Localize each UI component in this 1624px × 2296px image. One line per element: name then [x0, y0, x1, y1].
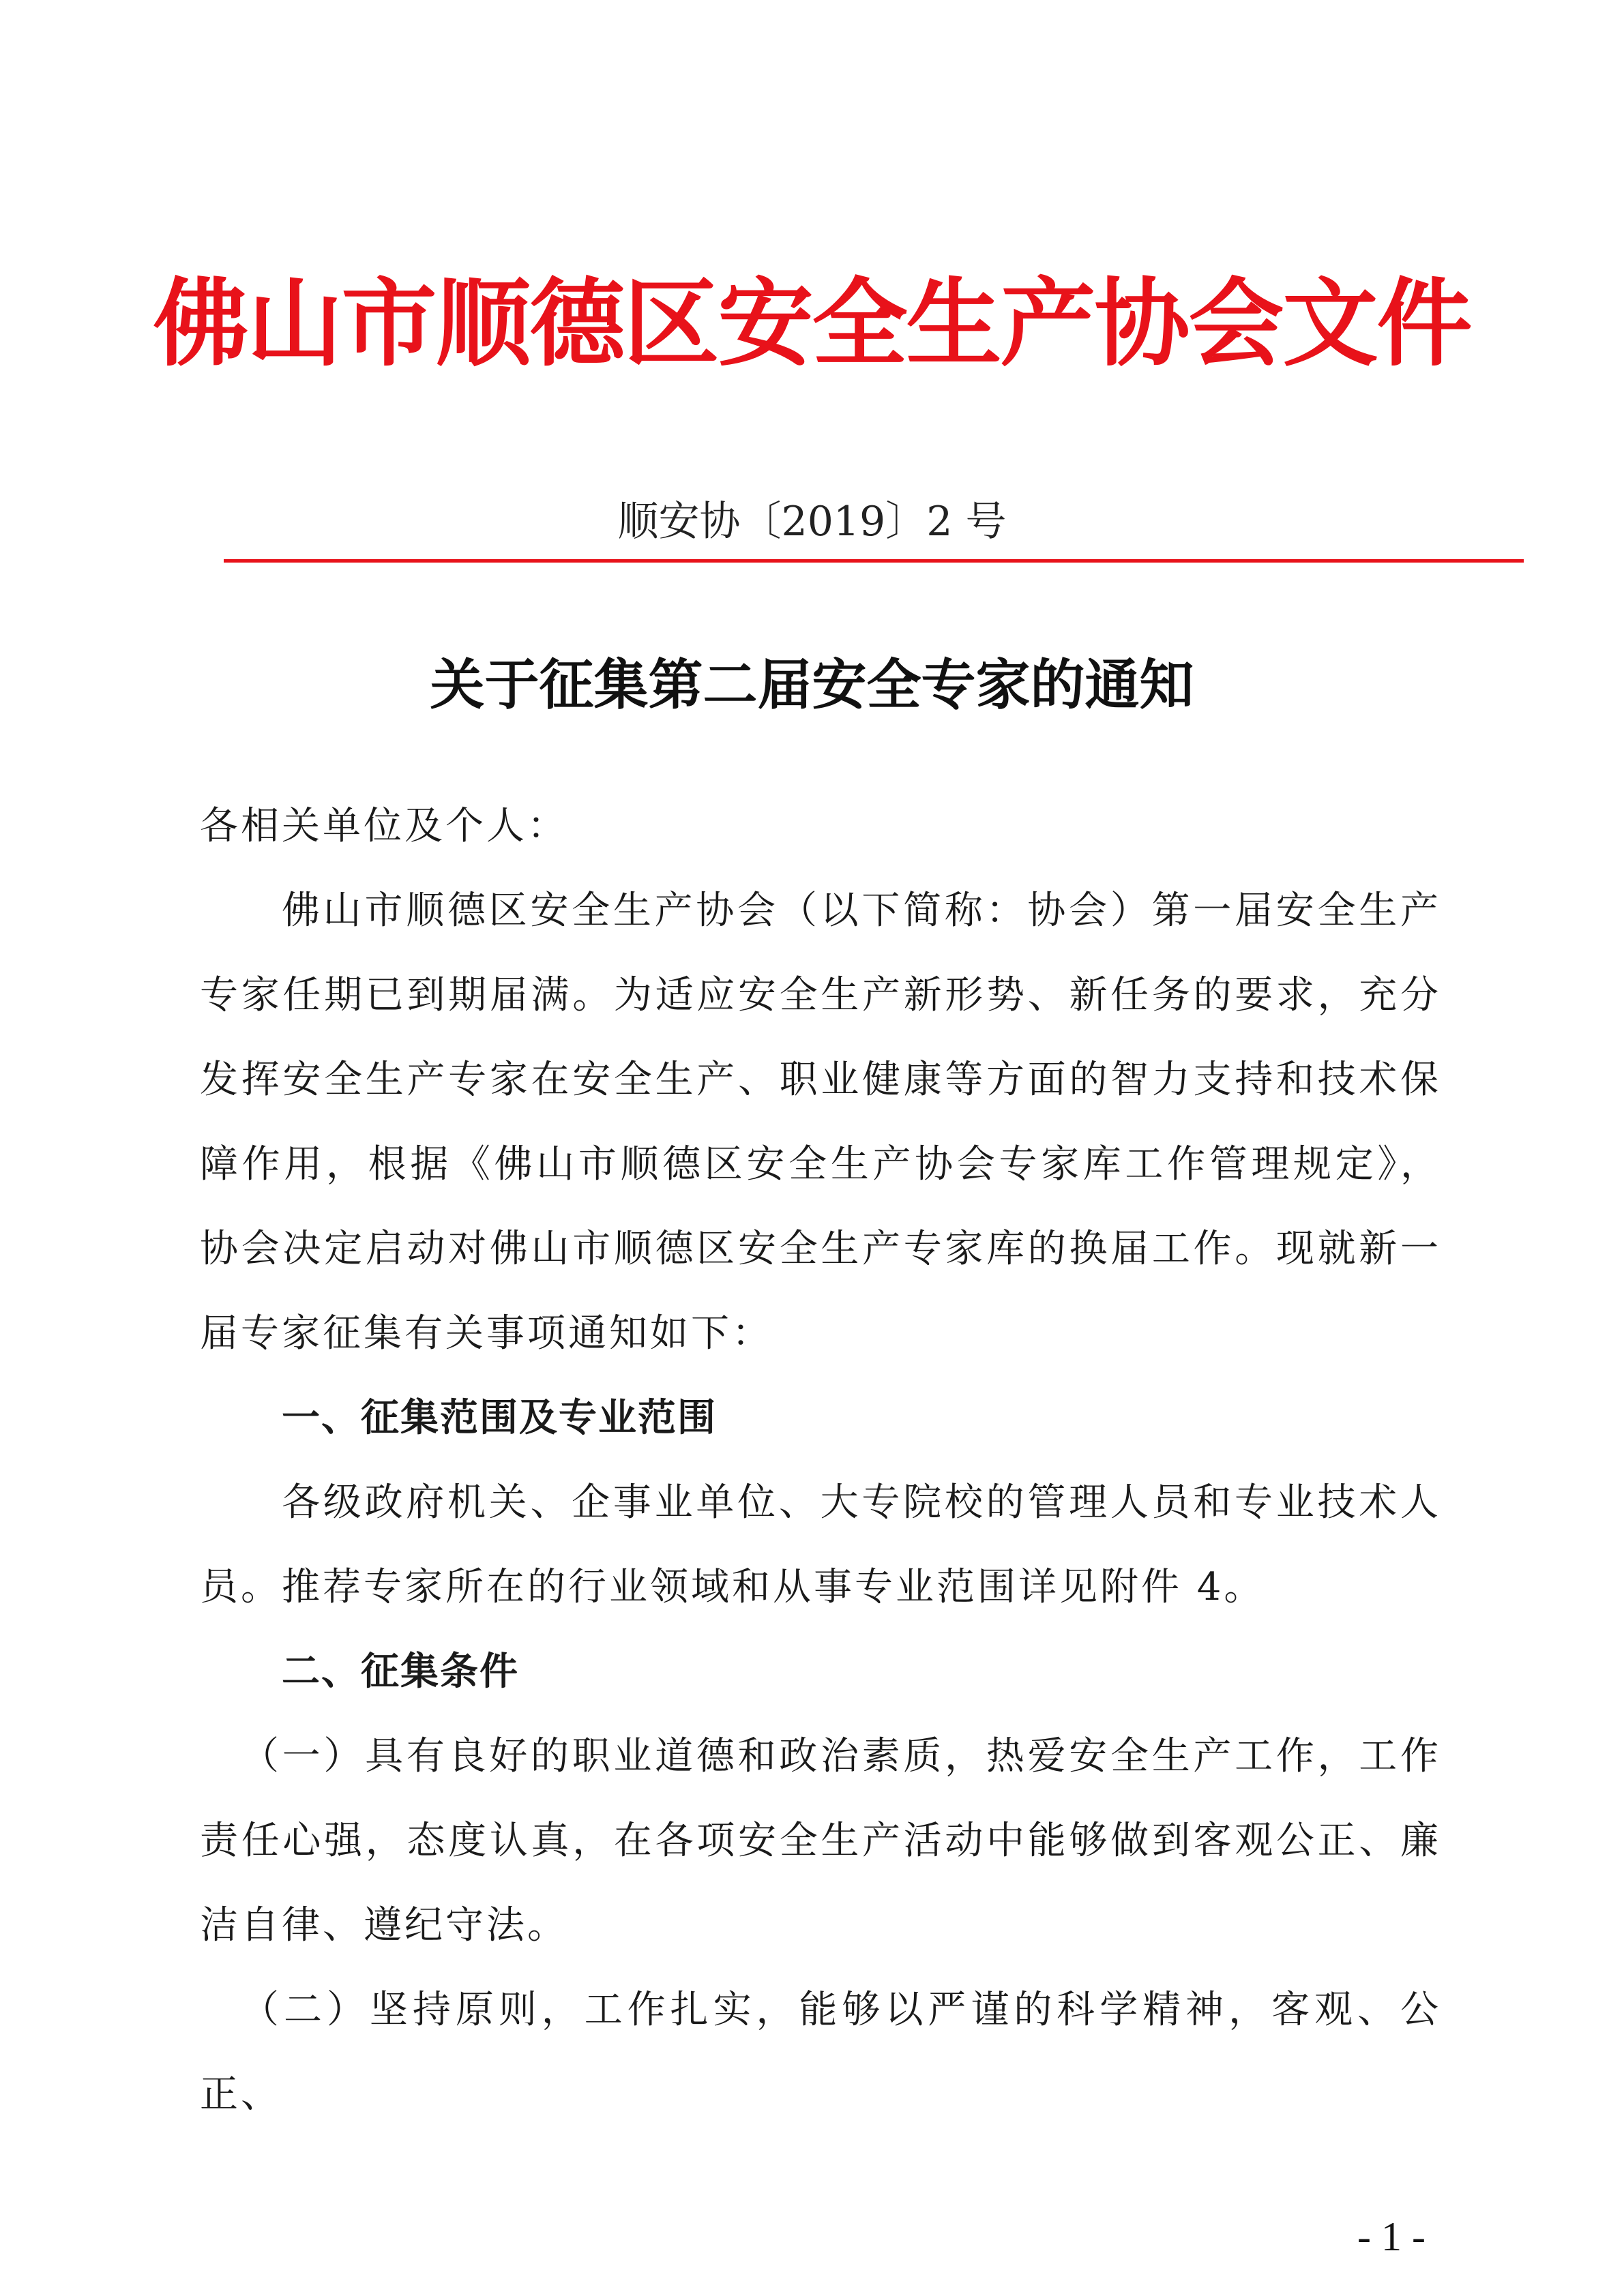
salutation: 各相关单位及个人： [200, 804, 568, 848]
document-title: 关于征集第二届安全专家的通知 [430, 653, 1194, 717]
section-1-heading: 一、征集范围及专业范围 [282, 1396, 717, 1440]
masthead-title: 佛山市顺德区安全生产协会文件 [153, 268, 1471, 380]
page-number: - 1 - [1357, 2214, 1426, 2259]
section-2-heading: 二、征集条件 [282, 1650, 519, 1694]
condition-1-paragraph: （一）具有良好的职业道德和政治素质，热爱安全生产工作，工作责任心强，态度认真，在各项安全生产活动中能够做到客观公正、廉洁自律、遵纪守法。 [200, 1734, 1441, 1948]
condition-2-paragraph: （二）坚持原则，工作扎实，能够以严谨的科学精神，客观、公正、 [200, 1988, 1441, 2117]
intro-paragraph: 佛山市顺德区安全生产协会（以下简称：协会）第一届安全生产专家任期已到期届满。为适应安全生产新形势、新任务的要求，充分发挥安全生产专家在安全生产、职业健康等方面的智力支持和技术保障作用，根据《佛山市顺德区安全生产协会专家库工作管理规定》，协会决定启动对佛山市顺德区安全生产专家库的换届工作。现就新一届专家征集有关事项通知如下： [200, 889, 1441, 1356]
document-body [200, 784, 1441, 2137]
red-divider-line [224, 559, 1524, 563]
document-number: 顺安协〔2019〕2 号 [617, 498, 1007, 546]
section-1-paragraph: 各级政府机关、企事业单位、大专院校的管理人员和专业技术人员。推荐专家所在的行业领域和从事专业范围详见附件 4。 [200, 1480, 1441, 1609]
